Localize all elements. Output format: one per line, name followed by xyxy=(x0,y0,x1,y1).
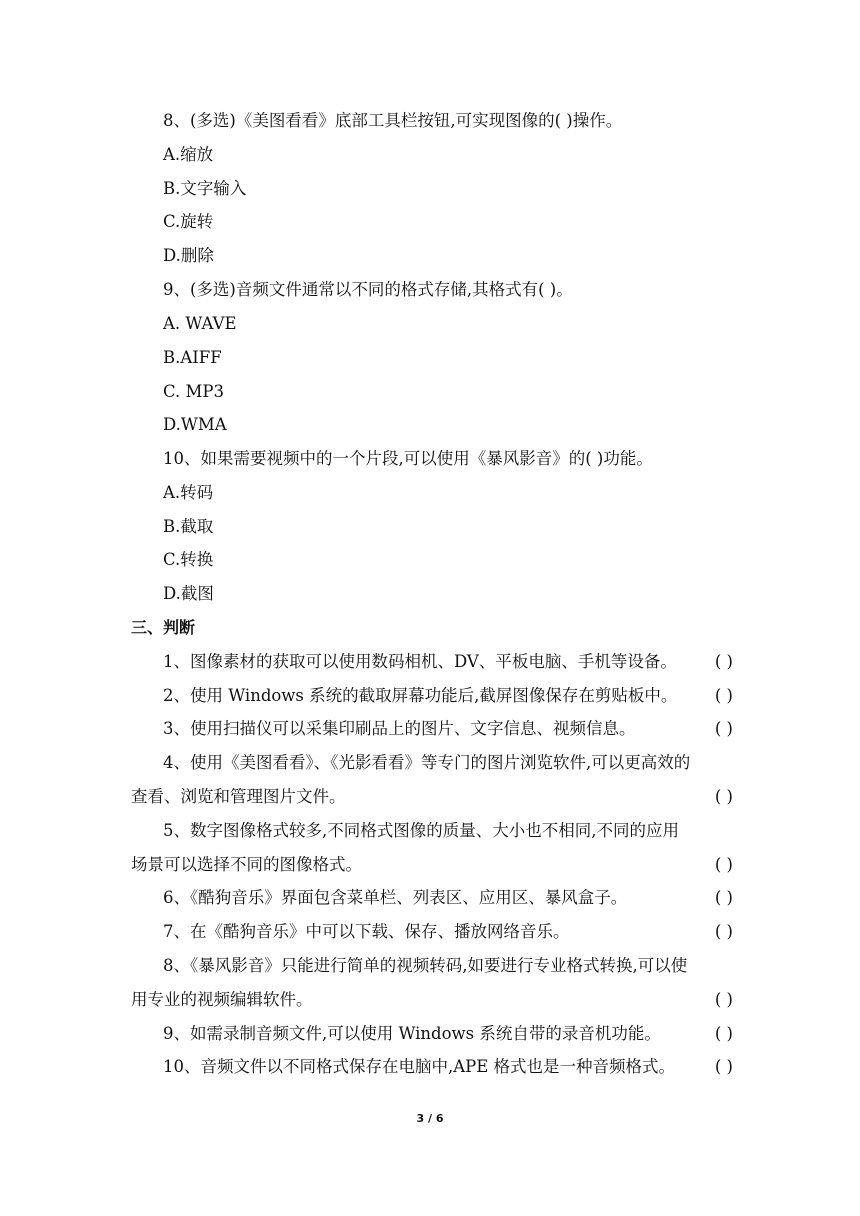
judgement-item-5: 5、数字图像格式较多,不同格式图像的质量、大小也不相同,不同的应用 xyxy=(163,821,679,840)
judgement-item-4-cont xyxy=(131,783,733,811)
judgement-item-5-cont xyxy=(131,851,733,879)
judgement-item-2-text: 2、使用 Windows 系统的截取屏幕功能后,截屏图像保存在剪贴板中。 xyxy=(163,686,678,705)
section-heading-judgement: 三、判断 xyxy=(131,618,196,637)
answer-blank: ( ) xyxy=(714,1024,733,1043)
answer-blank: ( ) xyxy=(714,990,733,1009)
answer-blank: ( ) xyxy=(714,855,733,874)
judgement-item-10-text: 10、音频文件以不同格式保存在电脑中,APE 格式也是一种音频格式。 xyxy=(163,1057,676,1076)
question-8-option-c: C.旋转 xyxy=(163,212,214,231)
judgement-item-1-text: 1、图像素材的获取可以使用数码相机、DV、平板电脑、手机等设备。 xyxy=(163,652,677,671)
question-10-stem: 10、如果需要视频中的一个片段,可以使用《暴风影音》的( )功能。 xyxy=(163,449,653,468)
answer-blank: ( ) xyxy=(714,922,733,941)
judgement-item-6-text: 6、《酷狗音乐》界面包含菜单栏、列表区、应用区、暴风盒子。 xyxy=(163,888,628,907)
judgement-item-3 xyxy=(163,715,733,743)
judgement-item-10 xyxy=(163,1053,733,1081)
question-10-option-d: D.截图 xyxy=(163,584,214,603)
question-9-stem: 9、(多选)音频文件通常以不同的格式存储,其格式有( )。 xyxy=(163,280,573,299)
answer-blank: ( ) xyxy=(714,888,733,907)
question-9-option-a: A. WAVE xyxy=(163,314,237,333)
question-8-option-b: B.文字输入 xyxy=(163,179,247,198)
question-10-option-b: B.截取 xyxy=(163,517,214,536)
judgement-item-4-text-cont: 查看、浏览和管理图片文件。 xyxy=(131,787,346,806)
question-8-option-d: D.删除 xyxy=(163,246,214,265)
judgement-item-6 xyxy=(163,884,733,912)
answer-blank: ( ) xyxy=(714,1057,733,1076)
answer-blank: ( ) xyxy=(714,719,733,738)
question-9-option-d: D.WMA xyxy=(163,415,227,434)
question-8-option-a: A.缩放 xyxy=(163,145,214,164)
question-8-stem: 8、(多选)《美图看看》底部工具栏按钮,可实现图像的( )操作。 xyxy=(163,111,623,130)
answer-blank: ( ) xyxy=(714,787,733,806)
page-number: 3 / 6 xyxy=(416,1112,444,1125)
judgement-item-3-text: 3、使用扫描仪可以采集印刷品上的图片、文字信息、视频信息。 xyxy=(163,719,636,738)
question-10-option-a: A.转码 xyxy=(163,483,214,502)
judgement-item-7-text: 7、在《酷狗音乐》中可以下载、保存、播放网络音乐。 xyxy=(163,922,570,941)
judgement-item-9-text: 9、如需录制音频文件,可以使用 Windows 系统自带的录音机功能。 xyxy=(163,1024,661,1043)
judgement-item-8-text-cont: 用专业的视频编辑软件。 xyxy=(131,990,313,1009)
question-9-option-c: C. MP3 xyxy=(163,382,225,401)
judgement-item-7 xyxy=(163,918,733,946)
judgement-item-2 xyxy=(163,682,733,710)
judgement-item-5-text-cont: 场景可以选择不同的图像格式。 xyxy=(131,855,362,874)
judgement-item-9 xyxy=(163,1020,733,1048)
question-10-option-c: C.转换 xyxy=(163,550,214,569)
judgement-item-8-cont xyxy=(131,986,733,1014)
answer-blank: ( ) xyxy=(714,686,733,705)
judgement-item-8: 8、《暴风影音》只能进行简单的视频转码,如要进行专业格式转换,可以使 xyxy=(163,956,688,975)
question-9-option-b: B.AIFF xyxy=(163,348,222,367)
judgement-item-4: 4、使用《美图看看》、《光影看看》等专门的图片浏览软件,可以更高效的 xyxy=(163,753,691,772)
judgement-item-1 xyxy=(163,648,733,676)
answer-blank: ( ) xyxy=(714,652,733,671)
